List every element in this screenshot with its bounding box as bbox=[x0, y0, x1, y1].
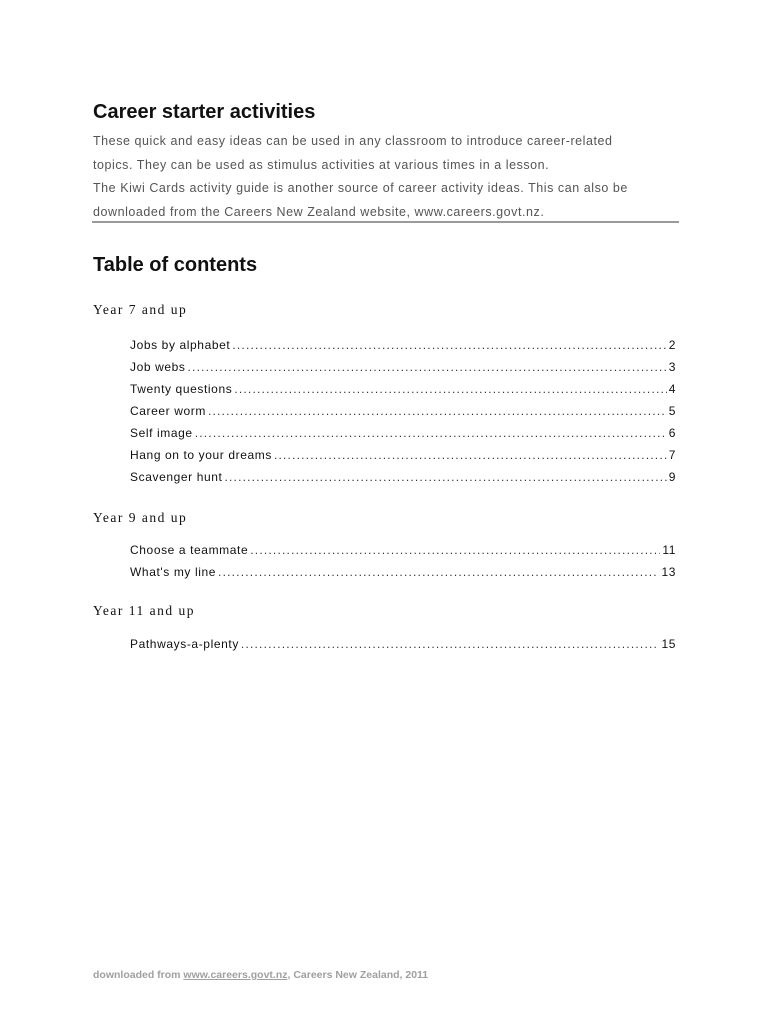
toc-entry-page: 4 bbox=[668, 382, 676, 396]
footer-prefix: downloaded from bbox=[93, 969, 184, 981]
dot-leader bbox=[208, 400, 667, 422]
intro-line: downloaded from the Careers New Zealand website, www.careers.govt.nz. bbox=[93, 204, 545, 219]
footer-suffix: , Careers New Zealand, 2011 bbox=[287, 969, 429, 981]
toc-entry-label: Twenty questions bbox=[130, 382, 233, 396]
dot-leader bbox=[234, 378, 666, 400]
toc-entries-year9 bbox=[130, 539, 676, 583]
toc-entry-twenty-questions[interactable] bbox=[130, 378, 676, 400]
intro-line: topics. They can be used as stimulus activities at various times in a lesson. bbox=[93, 157, 550, 172]
toc-entry-page: 9 bbox=[668, 470, 676, 484]
intro-line: These quick and easy ideas can be used in any classroom to introduce career-related bbox=[93, 134, 613, 148]
toc-entry-career-worm[interactable] bbox=[130, 400, 676, 422]
toc-section-heading: Year 7 and up bbox=[93, 302, 188, 317]
dot-leader bbox=[232, 334, 666, 356]
toc-title: Table of contents bbox=[93, 254, 258, 276]
toc-entry-scavenger-hunt[interactable] bbox=[130, 466, 676, 488]
toc-entry-page: 11 bbox=[662, 543, 676, 557]
toc-entry-page: 15 bbox=[661, 637, 676, 651]
toc-entry-label: Self image bbox=[130, 426, 193, 440]
toc-entry-label: Jobs by alphabet bbox=[130, 338, 231, 352]
dot-leader bbox=[218, 561, 659, 583]
toc-entry-choose-a-teammate[interactable] bbox=[130, 539, 676, 561]
dot-leader bbox=[195, 422, 667, 444]
toc-entries-year11 bbox=[130, 633, 676, 655]
dot-leader bbox=[274, 444, 667, 466]
page-footer bbox=[93, 969, 428, 981]
toc-section-heading: Year 9 and up bbox=[93, 510, 188, 525]
toc-entries-year7 bbox=[130, 334, 676, 488]
toc-entry-label: Scavenger hunt bbox=[130, 470, 223, 484]
toc-entry-jobs-by-alphabet[interactable] bbox=[130, 334, 676, 356]
toc-entry-label: Job webs bbox=[130, 360, 186, 374]
page-title: Career starter activities bbox=[93, 101, 316, 123]
toc-entry-pathways-a-plenty[interactable] bbox=[130, 633, 676, 655]
toc-entry-label: Pathways-a-plenty bbox=[130, 637, 239, 651]
toc-section-heading: Year 11 and up bbox=[93, 603, 195, 618]
toc-entry-label: Choose a teammate bbox=[130, 543, 249, 557]
toc-entry-hang-on-to-your-dreams[interactable] bbox=[130, 444, 676, 466]
dot-leader bbox=[250, 539, 660, 561]
toc-entry-label: What's my line bbox=[130, 565, 217, 579]
footer-link[interactable]: www.careers.govt.nz bbox=[183, 969, 288, 981]
toc-entry-label: Career worm bbox=[130, 404, 206, 418]
intro-line: The Kiwi Cards activity guide is another source of career activity ideas. This can also be bbox=[93, 181, 628, 195]
toc-entry-page: 2 bbox=[668, 338, 676, 352]
dot-leader bbox=[241, 633, 660, 655]
toc-entry-page: 5 bbox=[668, 404, 676, 418]
toc-entry-page: 3 bbox=[668, 360, 676, 374]
intro-paragraph bbox=[93, 130, 683, 224]
dot-leader bbox=[188, 356, 667, 378]
section-divider bbox=[92, 221, 679, 223]
toc-entry-page: 6 bbox=[668, 426, 676, 440]
toc-entry-self-image[interactable] bbox=[130, 422, 676, 444]
toc-entry-page: 7 bbox=[668, 448, 676, 462]
toc-entry-whats-my-line[interactable] bbox=[130, 561, 676, 583]
toc-entry-label: Hang on to your dreams bbox=[130, 448, 272, 462]
toc-entry-job-webs[interactable] bbox=[130, 356, 676, 378]
dot-leader bbox=[224, 466, 666, 488]
toc-entry-page: 13 bbox=[661, 565, 676, 579]
